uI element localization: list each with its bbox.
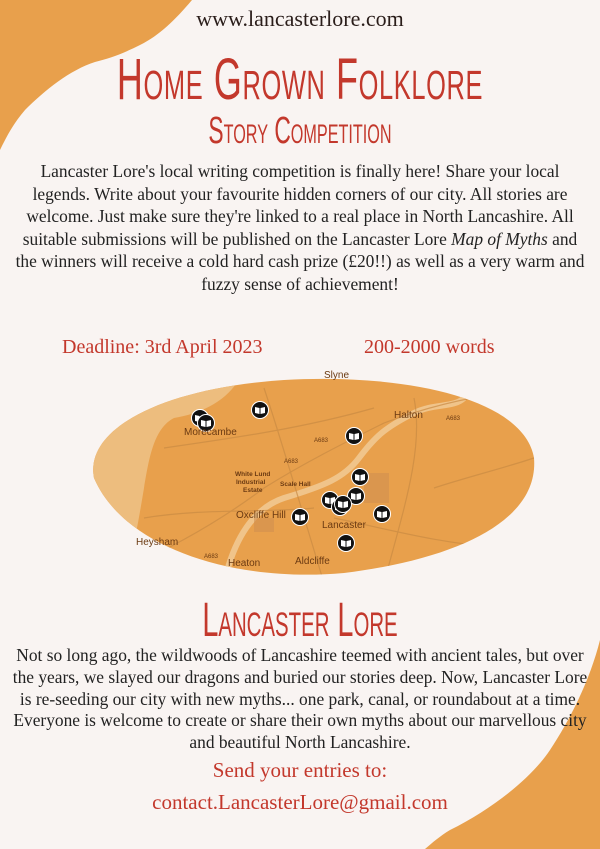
website-url[interactable]: www.lancasterlore.com — [196, 6, 404, 31]
map-marker-book-icon[interactable] — [338, 535, 355, 552]
map-label-heaton: Heaton — [228, 558, 261, 569]
map-of-myths[interactable] — [84, 368, 539, 583]
map-marker-book-icon[interactable] — [346, 428, 363, 445]
section-heading: Lancaster Lore — [202, 594, 398, 647]
map-label-white-lund: White Lund — [235, 471, 271, 478]
deadline: Deadline: 3rd April 2023 — [62, 336, 263, 358]
map-marker-book-icon[interactable] — [352, 469, 369, 486]
map-label-oxcliffe-hill: Oxcliffe Hill — [236, 510, 286, 521]
map-marker-book-icon[interactable] — [335, 496, 352, 513]
page-title: Home Grown Folklore — [116, 47, 484, 112]
map-marker-book-icon[interactable] — [374, 506, 391, 523]
map-label-road: A683 — [314, 438, 329, 444]
contact-label: Send your entries to: — [212, 758, 388, 782]
contact-email[interactable]: contact.LancasterLore@gmail.com — [152, 790, 448, 814]
map-label-slyne: Slyne — [324, 370, 350, 381]
map-label-estate: Estate — [243, 487, 263, 494]
intro-paragraph — [10, 160, 590, 296]
map-label-heysham: Heysham — [136, 537, 179, 548]
word-count: 200-2000 words — [364, 336, 495, 358]
about-paragraph: Not so long ago, the wildwoods of Lancashire teemed with ancient tales, but over the years, we slayed our dragons and buried our stories deep. Now, Lancaster Lore is re-seeding our city with new myths... one park, canal, or roundabout at a time. Everyone is welcome to create or share their own myths about our marvellous city and beautiful North Lancashire. — [12, 645, 588, 753]
map-label-road: A683 — [446, 416, 461, 422]
map-of-myths-text: Map of Myths — [451, 228, 548, 249]
map-label-industrial: Industrial — [236, 479, 266, 486]
map-label-halton: Halton — [394, 410, 423, 421]
intro-text-end: and the winners will receive a cold hard cash prize (£20!!) as well as a very warm and fuzzy sense of achievement! — [15, 228, 585, 294]
map-label-road: A683 — [284, 459, 299, 465]
page-subtitle: Story Competition — [208, 110, 392, 152]
map-label-road: A683 — [204, 554, 219, 560]
map-label-aldcliffe: Aldcliffe — [295, 556, 330, 567]
map-marker-book-icon[interactable] — [252, 402, 269, 419]
intro-text: Lancaster Lore's local writing competition is finally here! Share your local legends. Write about your favourite hidden corners of our city. All stories are welcome. Just make sure they're linked to a real place in North Lancashire. All suitable submissions will be published on the Lancaster Lore — [22, 161, 574, 249]
map-label-lancaster: Lancaster — [322, 520, 366, 531]
map-label-morecambe: Morecambe — [184, 427, 237, 438]
map-label-scale-hall: Scale Hall — [280, 481, 311, 488]
map-marker-book-icon[interactable] — [292, 509, 309, 526]
